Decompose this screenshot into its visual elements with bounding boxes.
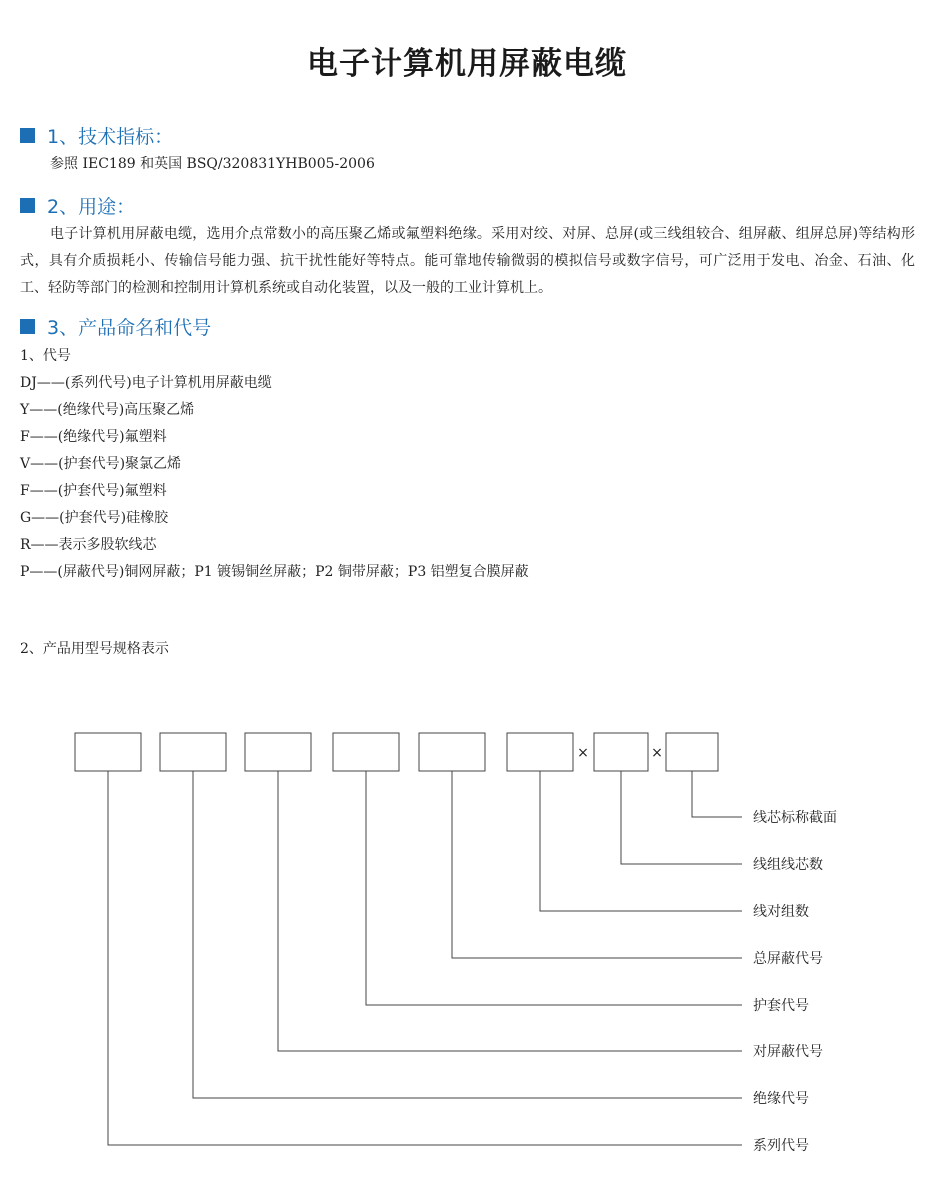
subsection-codes-title: 1、代号 <box>20 348 71 364</box>
code-line-y: Y——(绝缘代号)高压聚乙烯 <box>20 402 195 418</box>
section-1-text: 参照 IEC189 和英国 BSQ/320831YHB005-2006 <box>50 156 375 172</box>
code-line-f-insulation: F——(绝缘代号)氟塑料 <box>20 429 167 445</box>
leader-line-insulation <box>193 771 742 1098</box>
code-box-cores-per-group <box>594 733 648 771</box>
code-line-v: V——(护套代号)聚氯乙烯 <box>20 456 182 472</box>
section-2-paragraph: 电子计算机用屏蔽电缆，选用介点常数小的高压聚乙烯或氟塑料绝缘。采用对绞、对屏、总屏(或三线组较合、组屏蔽、组屏总屏)等结构形式，具有介质损耗小、传输信号能力强、抗干扰性能好等特点。能可靠地传输微弱的模拟信号或数字信号，可广泛用于发电、冶金、石油、化工、轻防等部门的检测和控制用计算机系统或自动化装置，以及一般的工业计算机上。 <box>20 226 915 296</box>
label-pair-count: 线对组数 <box>753 904 809 920</box>
label-pair-shield: 对屏蔽代号 <box>753 1044 823 1060</box>
code-box-overall-shield <box>419 733 485 771</box>
code-box-sheath <box>333 733 399 771</box>
leader-line-pair-count <box>540 771 742 911</box>
label-cross-section: 线芯标称截面 <box>753 810 837 826</box>
code-line-g: G——(护套代号)硅橡胶 <box>20 510 169 526</box>
label-cores-per-group: 线组线芯数 <box>753 857 823 873</box>
leader-line-sheath <box>366 771 742 1005</box>
section-1-heading-text: 1、技术指标： <box>47 125 174 148</box>
leader-line-cross-section <box>692 771 742 817</box>
page-title: 电子计算机用屏蔽电缆 <box>307 46 627 82</box>
code-line-p: P——(屏蔽代号)铜网屏蔽；P1 镀锡铜丝屏蔽；P2 铜带屏蔽；P3 铝塑复合膜屏蔽 <box>20 564 529 580</box>
label-overall-shield: 总屏蔽代号 <box>753 951 823 967</box>
code-box-cross-section <box>666 733 718 771</box>
section-2-heading-text: 2、用途： <box>47 195 136 218</box>
multiply-sign: × <box>577 745 589 761</box>
code-line-r: R——表示多股软线芯 <box>20 537 157 553</box>
code-box-pair-count <box>507 733 573 771</box>
section-3-heading-text: 3、产品命名和代号 <box>47 316 212 339</box>
code-box-insulation <box>160 733 226 771</box>
subsection-model-title: 2、产品用型号规格表示 <box>20 641 169 657</box>
code-line-f-sheath: F——(护套代号)氟塑料 <box>20 483 167 499</box>
label-insulation: 绝缘代号 <box>753 1091 809 1107</box>
label-sheath: 护套代号 <box>753 998 809 1014</box>
code-box-pair-shield <box>245 733 311 771</box>
label-series: 系列代号 <box>753 1138 809 1154</box>
code-box-series <box>75 733 141 771</box>
multiply-sign: × <box>651 745 663 761</box>
code-line-dj: DJ——(系列代号)电子计算机用屏蔽电缆 <box>20 375 272 391</box>
